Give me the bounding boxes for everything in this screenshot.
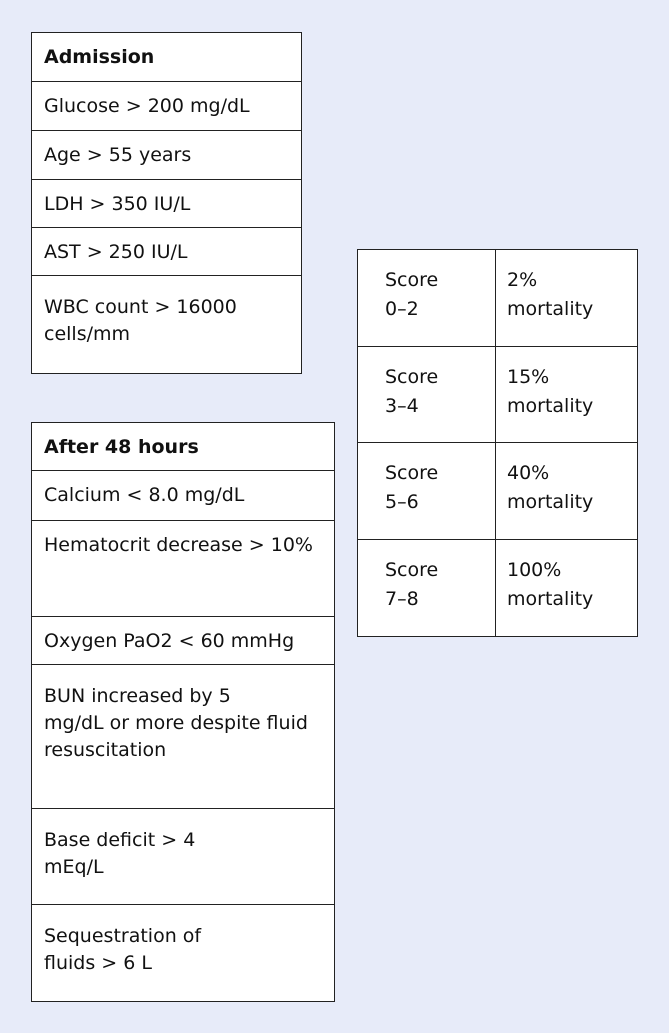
criterion-text: BUN increased by 5: [44, 685, 231, 707]
score-row: [358, 347, 637, 444]
after-48-criterion: [32, 905, 334, 977]
criterion-text: Hematocrit decrease > 10%: [44, 534, 313, 556]
score-mortality-table: [357, 249, 638, 637]
criterion-text: Oxygen PaO2 < 60 mmHg: [44, 630, 295, 652]
mortality-label: mortality: [507, 394, 594, 417]
mortality-cell: [496, 347, 637, 443]
admission-criterion: [32, 180, 301, 228]
admission-header: [32, 33, 301, 82]
criterion-text: mg/dL or more despite fluid: [44, 712, 308, 734]
score-range-cell: [358, 540, 496, 637]
after-48-criterion: [32, 471, 334, 521]
mortality-label: mortality: [507, 587, 594, 610]
score-row: [358, 250, 637, 347]
score-range: 5–6: [385, 491, 419, 513]
admission-criterion: [32, 276, 301, 348]
criterion-text: Calcium < 8.0 mg/dL: [44, 484, 245, 506]
after-48-hours-title: After 48 hours: [44, 436, 199, 458]
after-48-criterion: [32, 617, 334, 665]
criterion-text: Age > 55 years: [44, 144, 192, 166]
mortality-percent: 40%: [507, 462, 550, 484]
after-48-criterion: [32, 809, 334, 905]
after-48-criterion: [32, 521, 334, 617]
mortality-percent: 2%: [507, 269, 538, 291]
mortality-cell: [496, 250, 637, 346]
mortality-label: mortality: [507, 491, 594, 513]
score-range: 7–8: [385, 587, 419, 610]
admission-criteria-box: [31, 32, 302, 374]
criterion-text: Glucose > 200 mg/dL: [44, 95, 250, 117]
score-range-cell: [358, 443, 496, 539]
criterion-text: Sequestration of: [44, 925, 202, 947]
score-row: [358, 443, 637, 540]
after-48-hours-criteria-box: [31, 422, 335, 1002]
score-label: Score: [385, 558, 439, 581]
admission-title: Admission: [44, 46, 155, 68]
criterion-text: mEq/L: [44, 856, 104, 878]
admission-criterion: [32, 82, 301, 131]
score-label: Score: [385, 462, 439, 484]
mortality-percent: 100%: [507, 558, 562, 581]
criterion-text: cells/mm: [44, 323, 131, 345]
mortality-cell: [496, 540, 637, 637]
mortality-percent: 15%: [507, 365, 550, 388]
after-48-hours-header: [32, 423, 334, 471]
score-label: Score: [385, 365, 439, 388]
score-label: Score: [385, 269, 439, 291]
score-range-cell: [358, 250, 496, 346]
score-row: [358, 540, 637, 637]
criterion-text: Base deficit > 4: [44, 829, 196, 851]
criterion-text: WBC count > 16000: [44, 296, 237, 318]
score-range-cell: [358, 347, 496, 443]
score-range: 0–2: [385, 298, 419, 320]
criterion-text: LDH > 350 IU/L: [44, 193, 191, 215]
criterion-text: resuscitation: [44, 739, 167, 761]
criterion-text: AST > 250 IU/L: [44, 241, 188, 263]
mortality-cell: [496, 443, 637, 539]
admission-criterion: [32, 228, 301, 276]
criterion-text: fluids > 6 L: [44, 952, 152, 974]
admission-criterion: [32, 131, 301, 180]
score-range: 3–4: [385, 394, 419, 417]
after-48-criterion: [32, 665, 334, 809]
mortality-label: mortality: [507, 298, 594, 320]
